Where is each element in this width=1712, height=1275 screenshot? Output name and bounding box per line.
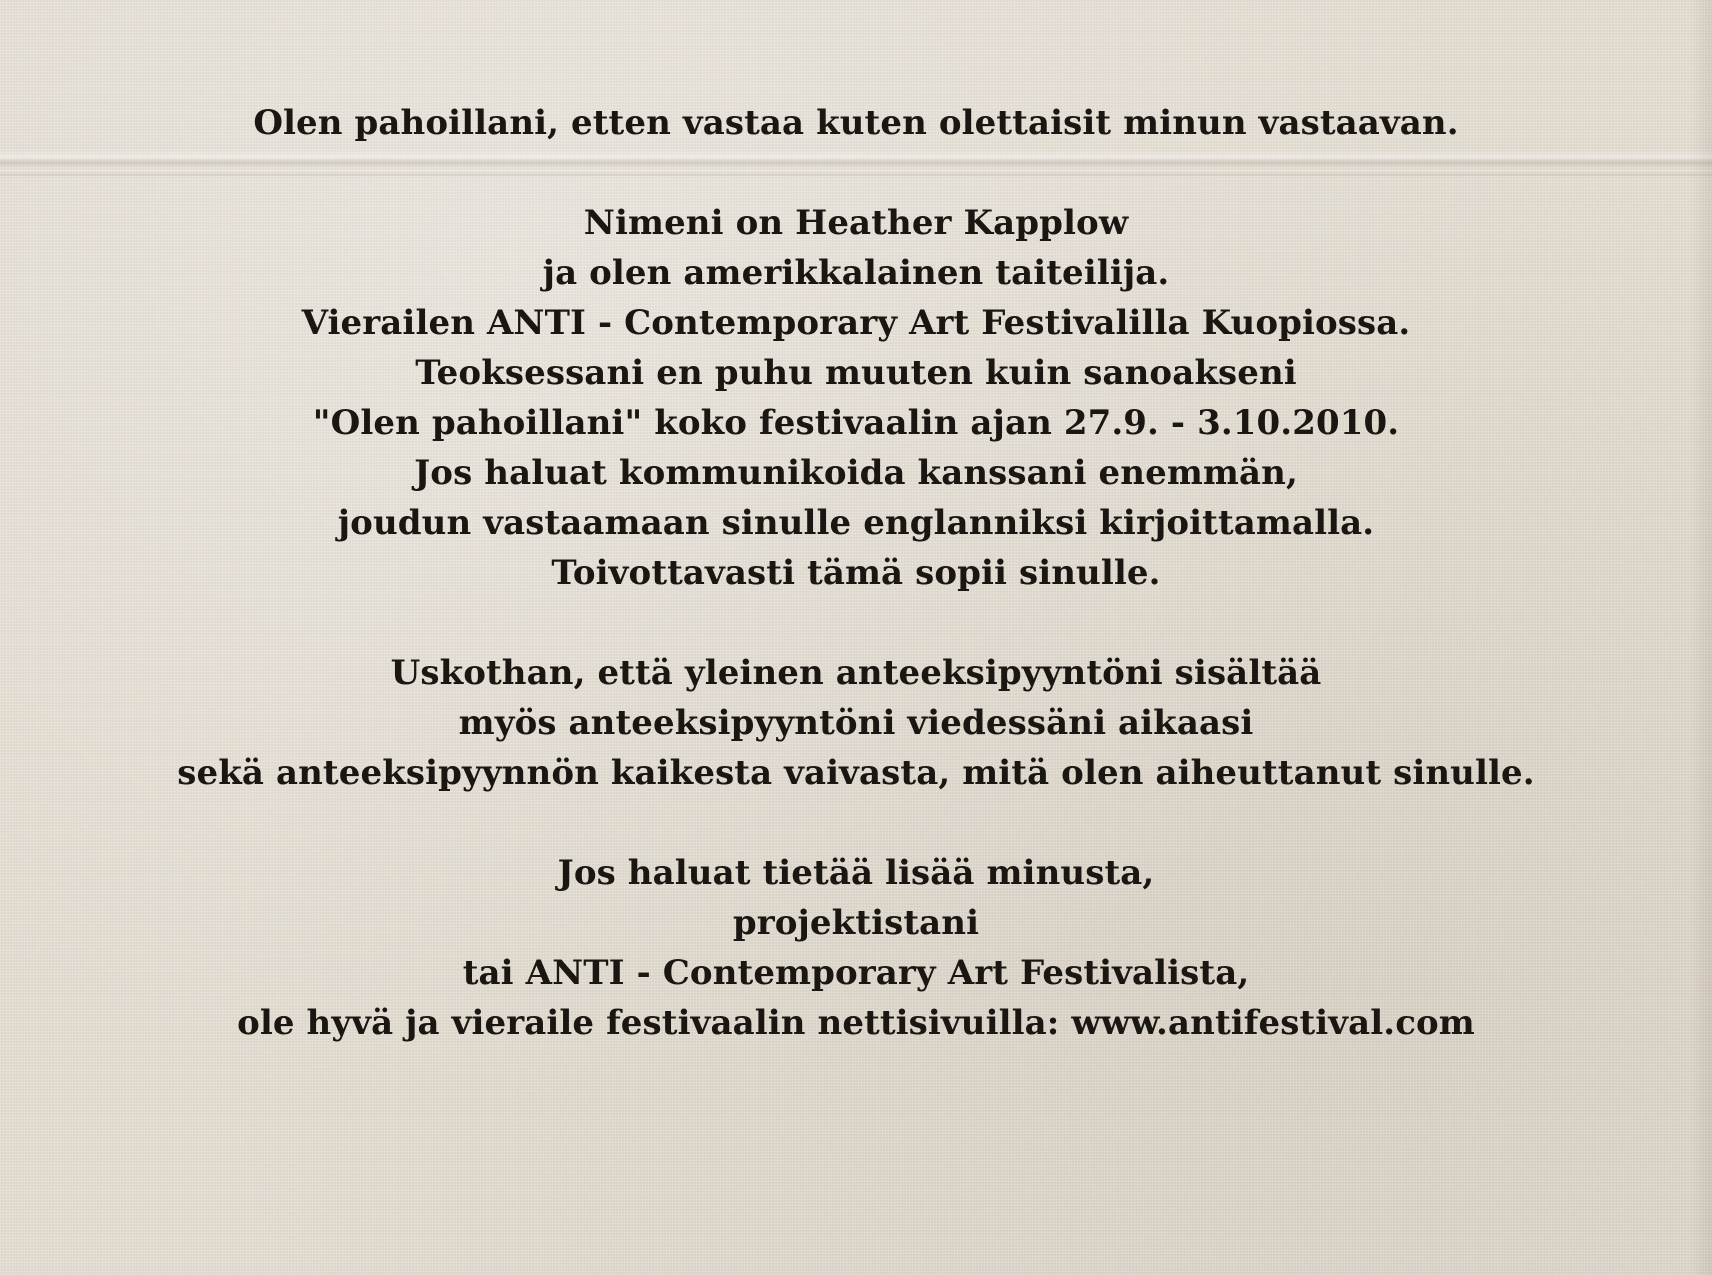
text-line: "Olen pahoillani" koko festivaalin ajan 27.9. - 3.10.2010. — [312, 403, 1400, 443]
text-line: Teoksessani en puhu muuten kuin sanoakseni — [415, 353, 1297, 393]
text-line: projektistani — [732, 903, 980, 943]
text-line: Toivottavasti tämä sopii sinulle. — [551, 553, 1161, 593]
text-line: Olen pahoillani, etten vastaa kuten olettaisit minun vastaavan. — [253, 103, 1459, 143]
text-line: Uskothan, että yleinen anteeksipyyntöni sisältää — [390, 653, 1322, 693]
paragraph-gap — [0, 598, 1712, 648]
paragraph-general-apology — [0, 648, 1712, 798]
apology-letter — [0, 98, 1712, 1048]
text-line: ja olen amerikkalainen taiteilija. — [542, 253, 1170, 293]
paragraph-gap — [0, 148, 1712, 198]
text-line: joudun vastaamaan sinulle englanniksi kirjoittamalla. — [337, 503, 1375, 543]
paragraph-gap — [0, 798, 1712, 848]
paragraph-introduction — [0, 198, 1712, 598]
text-line: sekä anteeksipyynnön kaikesta vaivasta, mitä olen aiheuttanut sinulle. — [177, 753, 1535, 793]
text-line: tai ANTI - Contemporary Art Festivalista, — [462, 953, 1250, 993]
text-line: Jos haluat kommunikoida kanssani enemmän, — [414, 453, 1298, 493]
text-line: Nimeni on Heather Kapplow — [583, 203, 1129, 243]
text-line: Vierailen ANTI - Contemporary Art Festivalilla Kuopiossa. — [301, 303, 1411, 343]
paragraph-more-info — [0, 848, 1712, 1048]
text-line: Jos haluat tietää lisää minusta, — [557, 853, 1155, 893]
text-line: myös anteeksipyyntöni viedessäni aikaasi — [458, 703, 1254, 743]
paragraph-apology — [0, 98, 1712, 148]
festival-website-line: ole hyvä ja vieraile festivaalin nettisivuilla: www.antifestival.com — [237, 1003, 1475, 1043]
